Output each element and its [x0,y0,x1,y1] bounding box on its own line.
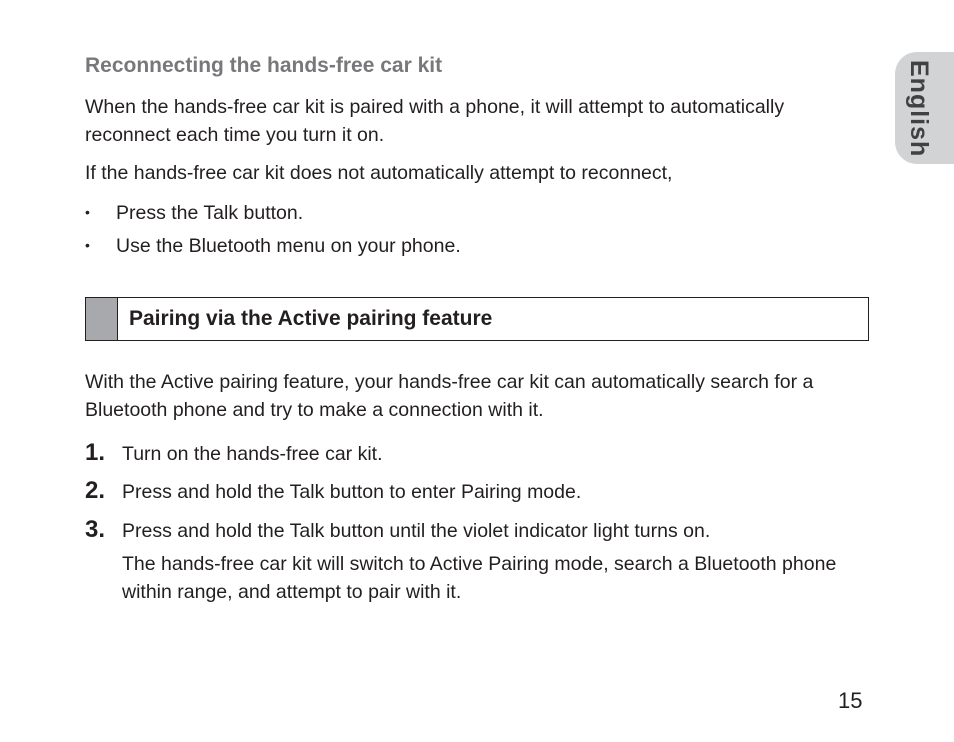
bullet-text: Use the Bluetooth menu on your phone. [116,235,461,257]
step-text: Press and hold the Talk button to enter Pairing mode. [122,481,582,503]
language-tab [895,52,954,164]
bullet-dot: • [85,204,90,220]
step-text: Press and hold the Talk button until the violet indicator light turns on. [122,520,711,542]
active-pairing-intro: With the Active pairing feature, your hands-free car kit can automatically search for a Bluetooth phone and try to make a connection with it. [85,371,814,421]
section-heading-reconnecting: Reconnecting the hands-free car kit [85,54,443,77]
bullet-item [85,198,303,227]
banner-swatch [86,298,118,340]
step-text: Turn on the hands-free car kit. [122,443,383,465]
step-number: 2. [85,477,106,504]
reconnect-paragraph: When the hands-free car kit is paired with a phone, it will attempt to automatically reconnect each time you turn it on. [85,96,785,146]
step-item [85,439,383,467]
step-item [85,516,710,544]
reconnect-condition-paragraph: If the hands-free car kit does not automatically attempt to reconnect, [85,162,673,184]
section-heading-active-pairing: Pairing via the Active pairing feature [129,307,493,330]
section-banner [85,297,869,341]
language-tab-label: English [905,60,933,158]
step-number: 1. [85,439,106,466]
bullet-dot: • [85,237,90,253]
step-note: The hands-free car kit will switch to Active Pairing mode, search a Bluetooth phone within range, and attempt to pair with it. [122,553,837,603]
page-number: 15 [838,688,863,713]
bullet-text: Press the Talk button. [116,202,304,224]
bullet-item [85,231,461,260]
step-item [85,477,581,505]
step-number: 3. [85,516,106,543]
